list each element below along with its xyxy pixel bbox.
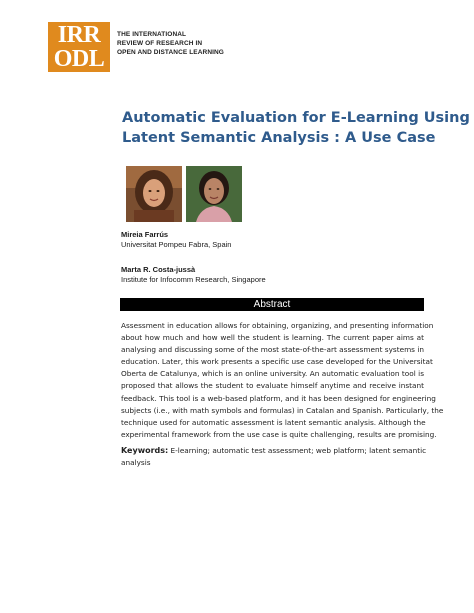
abstract-line: experimental framework from the use case is quite challenging, results are promising. (121, 429, 437, 439)
author-affiliation: Universitat Pompeu Fabra, Spain (121, 240, 232, 249)
author-name: Marta R. Costa-jussà (121, 265, 196, 274)
journal-name-line: REVIEW OF RESEARCH IN (117, 40, 203, 47)
author-block (121, 230, 231, 250)
abstract-line: about how much and how well the student is learning. The current paper aims at (121, 333, 424, 343)
author-name: Mireia Farrús (121, 230, 169, 239)
keywords-line: analysis (121, 458, 151, 467)
abstract-line: analysing and discussing some of the most state-of-the-art assessment systems in (121, 345, 424, 355)
paper-title (122, 108, 470, 148)
logo-line-2: ODL (53, 46, 105, 72)
author-affiliation: Institute for Infocomm Research, Singapore (121, 275, 266, 284)
author-photo-costa-jussa (186, 166, 242, 222)
abstract-text (121, 320, 444, 441)
author-block (121, 265, 266, 285)
journal-name-line: OPEN AND DISTANCE LEARNING (117, 49, 224, 56)
abstract-line: feedback. This tool is a web-based platform, and it has been designed for engineering (121, 393, 436, 403)
journal-name (117, 30, 224, 57)
abstract-line: Oberta de Catalunya, which is an online university. An automatic evaluation tool is (121, 369, 424, 379)
abstract-heading: Abstract (120, 298, 424, 311)
author-photo-farrus (126, 166, 182, 222)
abstract-line: Assessment in education allows for obtaining, organizing, and presenting information (121, 321, 434, 330)
keywords-text: E-learning; automatic test assessment; web platform; latent semantic (170, 446, 427, 455)
abstract-line: education. Later, this work presents a specific use case developed for the Universitat (121, 357, 433, 367)
abstract-line: technique used for automatic assessment is latent semantic analysis. Although the (121, 417, 426, 427)
journal-logo (48, 22, 110, 72)
paper-title-line: Latent Semantic Analysis : A Use Case (122, 130, 436, 146)
keywords (121, 445, 427, 469)
abstract-line: subjects (i.e., with math symbols and formulas) in Catalan and Spanish. Particularly, the (121, 405, 444, 415)
keywords-label: Keywords: (121, 446, 169, 455)
journal-name-line: THE INTERNATIONAL (117, 31, 187, 38)
abstract-line: proposed that allows the student to evaluate himself anytime and receive instant (121, 381, 424, 391)
paper-title-line: Automatic Evaluation for E-Learning Using (122, 110, 470, 126)
keywords-line (121, 445, 427, 457)
logo-line-1: IRR (57, 22, 101, 48)
